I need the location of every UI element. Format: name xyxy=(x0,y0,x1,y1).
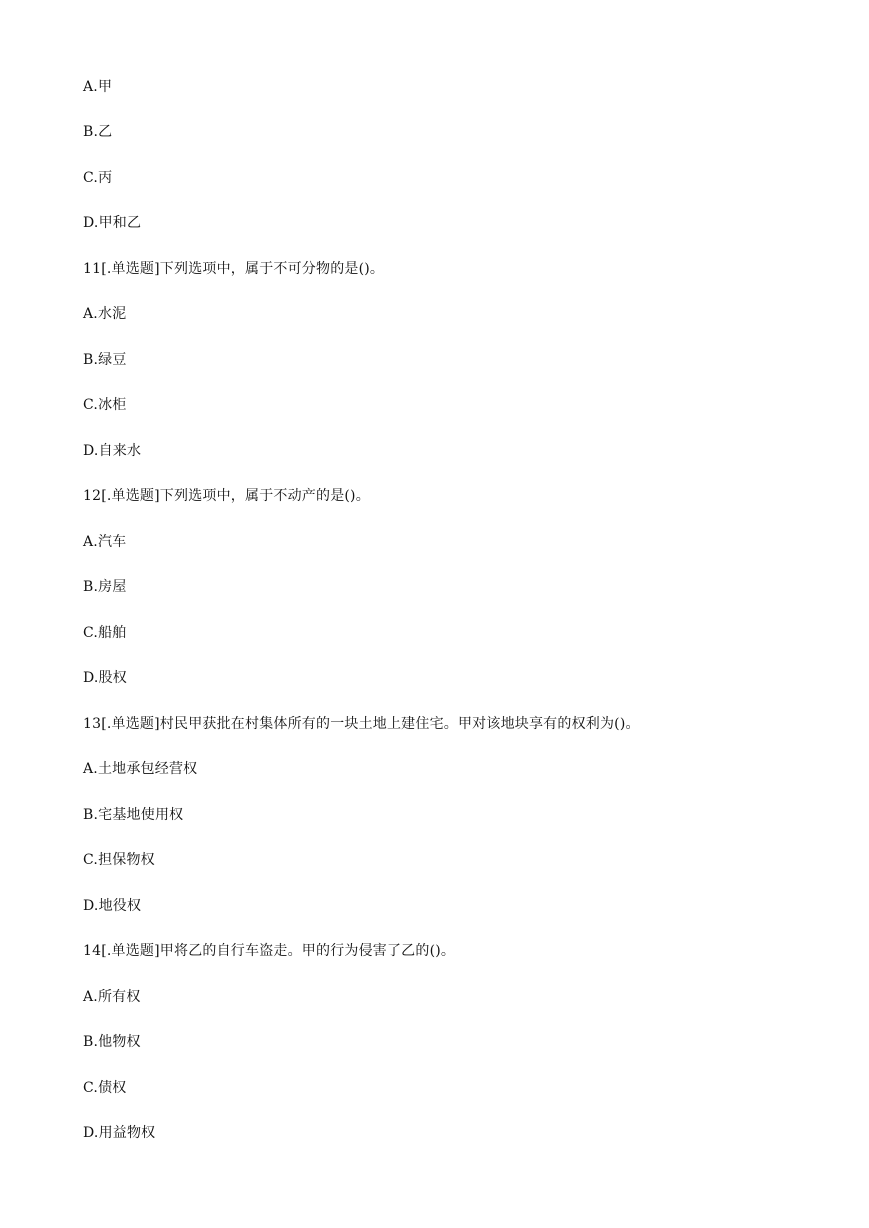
question-11-option-a: A.水泥 xyxy=(83,306,127,322)
option-a: A.甲 xyxy=(83,79,113,95)
question-12-option-b: B.房屋 xyxy=(83,579,127,595)
question-12-stem: 12[.单选题]下列选项中，属于不动产的是()。 xyxy=(83,488,370,504)
question-14-option-c: C.债权 xyxy=(83,1080,127,1096)
question-12-option-c: C.船舶 xyxy=(83,625,127,641)
option-b: B.乙 xyxy=(83,124,113,140)
question-13-option-b: B.宅基地使用权 xyxy=(83,807,184,823)
question-14-option-d: D.用益物权 xyxy=(83,1125,156,1141)
question-11-option-d: D.自来水 xyxy=(83,443,142,459)
question-12-option-d: D.股权 xyxy=(83,670,127,686)
option-c: C.丙 xyxy=(83,170,113,186)
question-13-option-d: D.地役权 xyxy=(83,898,142,914)
question-13-option-c: C.担保物权 xyxy=(83,852,155,868)
question-11-stem: 11[.单选题]下列选项中，属于不可分物的是()。 xyxy=(83,261,385,277)
question-13-stem: 13[.单选题]村民甲获批在村集体所有的一块土地上建住宅。甲对该地块享有的权利为()。 xyxy=(83,716,640,732)
question-13-option-a: A.土地承包经营权 xyxy=(83,761,198,777)
question-11-option-c: C.冰柜 xyxy=(83,397,127,413)
question-14-stem: 14[.单选题]甲将乙的自行车盗走。甲的行为侵害了乙的()。 xyxy=(83,943,456,959)
question-11-option-b: B.绿豆 xyxy=(83,352,127,368)
question-14-option-a: A.所有权 xyxy=(83,989,141,1005)
question-12-option-a: A.汽车 xyxy=(83,534,127,550)
option-d: D.甲和乙 xyxy=(83,215,142,231)
question-14-option-b: B.他物权 xyxy=(83,1034,141,1050)
